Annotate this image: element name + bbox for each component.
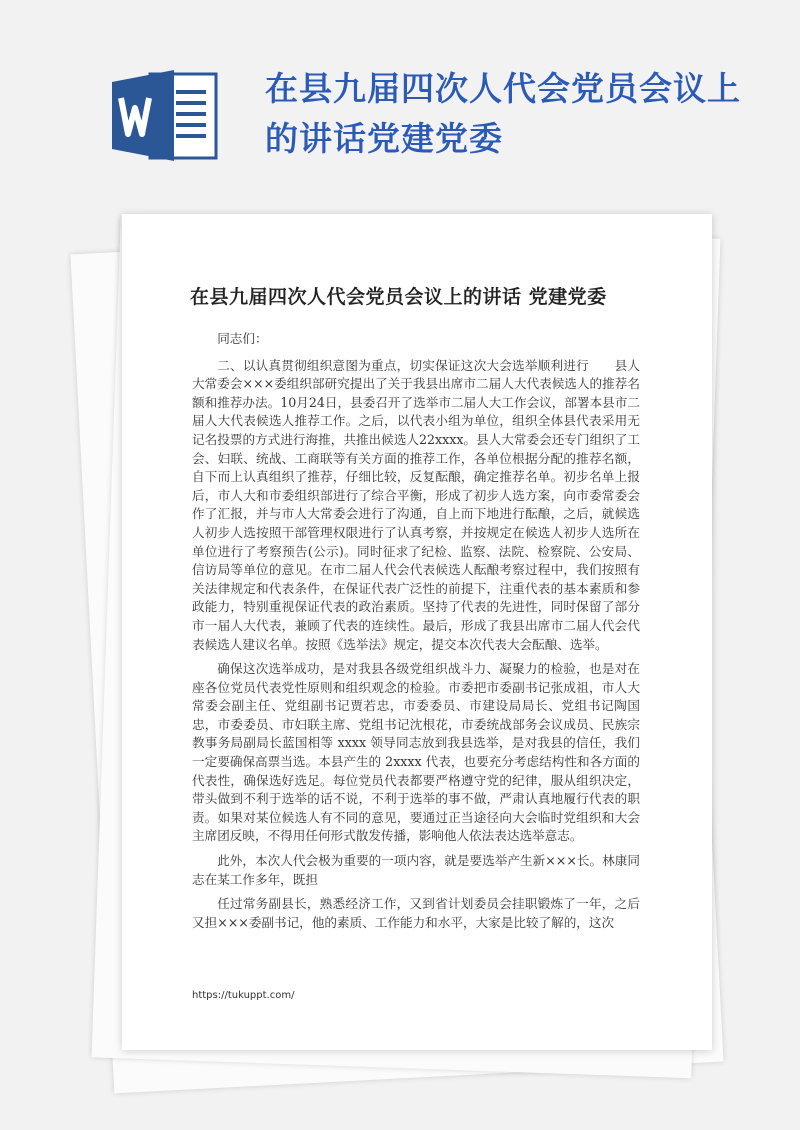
document-page [122, 214, 712, 1050]
footer-url: https://tukuppt.com/ [192, 990, 295, 1001]
document-title: 在县九届四次人代会党员会议上的讲话 党建党委 [190, 286, 607, 308]
paragraph: 任过常务副县长，熟悉经济工作，又到省计划委员会挂职锻炼了一年，之后又担×××委副书记，他的素质、工作能力和水平，大家是比较了解的，这次 [192, 896, 640, 930]
document-body [192, 330, 640, 938]
paragraph: 确保这次选举成功，是对我县各级党组织战斗力、凝聚力的检验，也是对在座各位党员代表党性原则和组织观念的检验。市委把市委副书记张成祖，市人大常委会副主任、党组副书记贾若忠，市委委员、市建设局局长、党组书记陶国忠，市委委员、市妇联主席、党组书记沈根花，市委统战部务会议成员、民族宗教事务局副局长蓝国相等 xxxx 领导同志放到我县选举，是对我县的信任，我们一定要确保高票当选。本县产生的 2xxxx 代表，也要充分考虑结构性和各方面的代表性，确保选好选足。每位党员代表都要严格遵守党的纪律，服从组织决定，带头做到不利于选举的话不说，不利于选举的事不做，严肃认真地履行代表的职责。如果对某位候选人有不同的意见，要通过正当途径向大会临时党组织和大会主席团反映，不得用任何形式散发传播，影响他人依法表达选举意志。 [192, 661, 640, 844]
greeting: 同志们： [217, 331, 268, 346]
header-banner [0, 0, 800, 210]
header-title: 在县九届四次人代会党员会议上的讲话党建党委 [265, 69, 741, 158]
paragraph: 二、以认真贯彻组织意图为重点，切实保证这次大会选举顺利进行 县人大常委会×××委组织部研究提出了关于我县出席市二届人大代表候选人的推荐名额和推荐办法。10月24日，县委召开了选举市二届人大工作会议，部署本县市二届人大代表候选人推荐工作。之后，以代表小组为单位，组织全体县代表采用无记名投票的方式进行海推，共推出候选人22xxxx。县人大常委会还专门组织了工会、妇联、统战、工商联等有关方面的推荐工作，各单位根据分配的推荐名额，自下而上认真组织了推荐，仔细比较，反复酝酿，确定推荐名单。初步名单上报后，市人大和市委组织部进行了综合平衡，形成了初步人选方案，向市委常委会作了汇报，并与市人大常委会进行了沟通，自上而下地进行酝酿，之后，就候选人初步人选按照干部管理权限进行了认真考察，并按规定在候选人初步人选所在单位进行了考察预告(公示)。同时征求了纪检、监察、法院、检察院、公安局、信访局等单位的意见。在市二届人代会代表候选人酝酿考察过程中，我们按照有关法律规定和代表条件，在保证代表广泛性的前提下，注重代表的基本素质和参政能力，特别重视保证代表的政治素质。坚持了代表的先进性，同时保留了部分市一届人大代表，兼顾了代表的连续性。最后，形成了我县出席市二届人代会代表候选人建议名单。按照《选举法》规定，提交本次代表大会酝酿、选举。 [192, 357, 640, 652]
paragraph: 此外，本次人代会极为重要的一项内容，就是要选举产生新×××长。林康同志在某工作多年，既担 [192, 853, 640, 887]
word-document-icon [112, 68, 222, 163]
